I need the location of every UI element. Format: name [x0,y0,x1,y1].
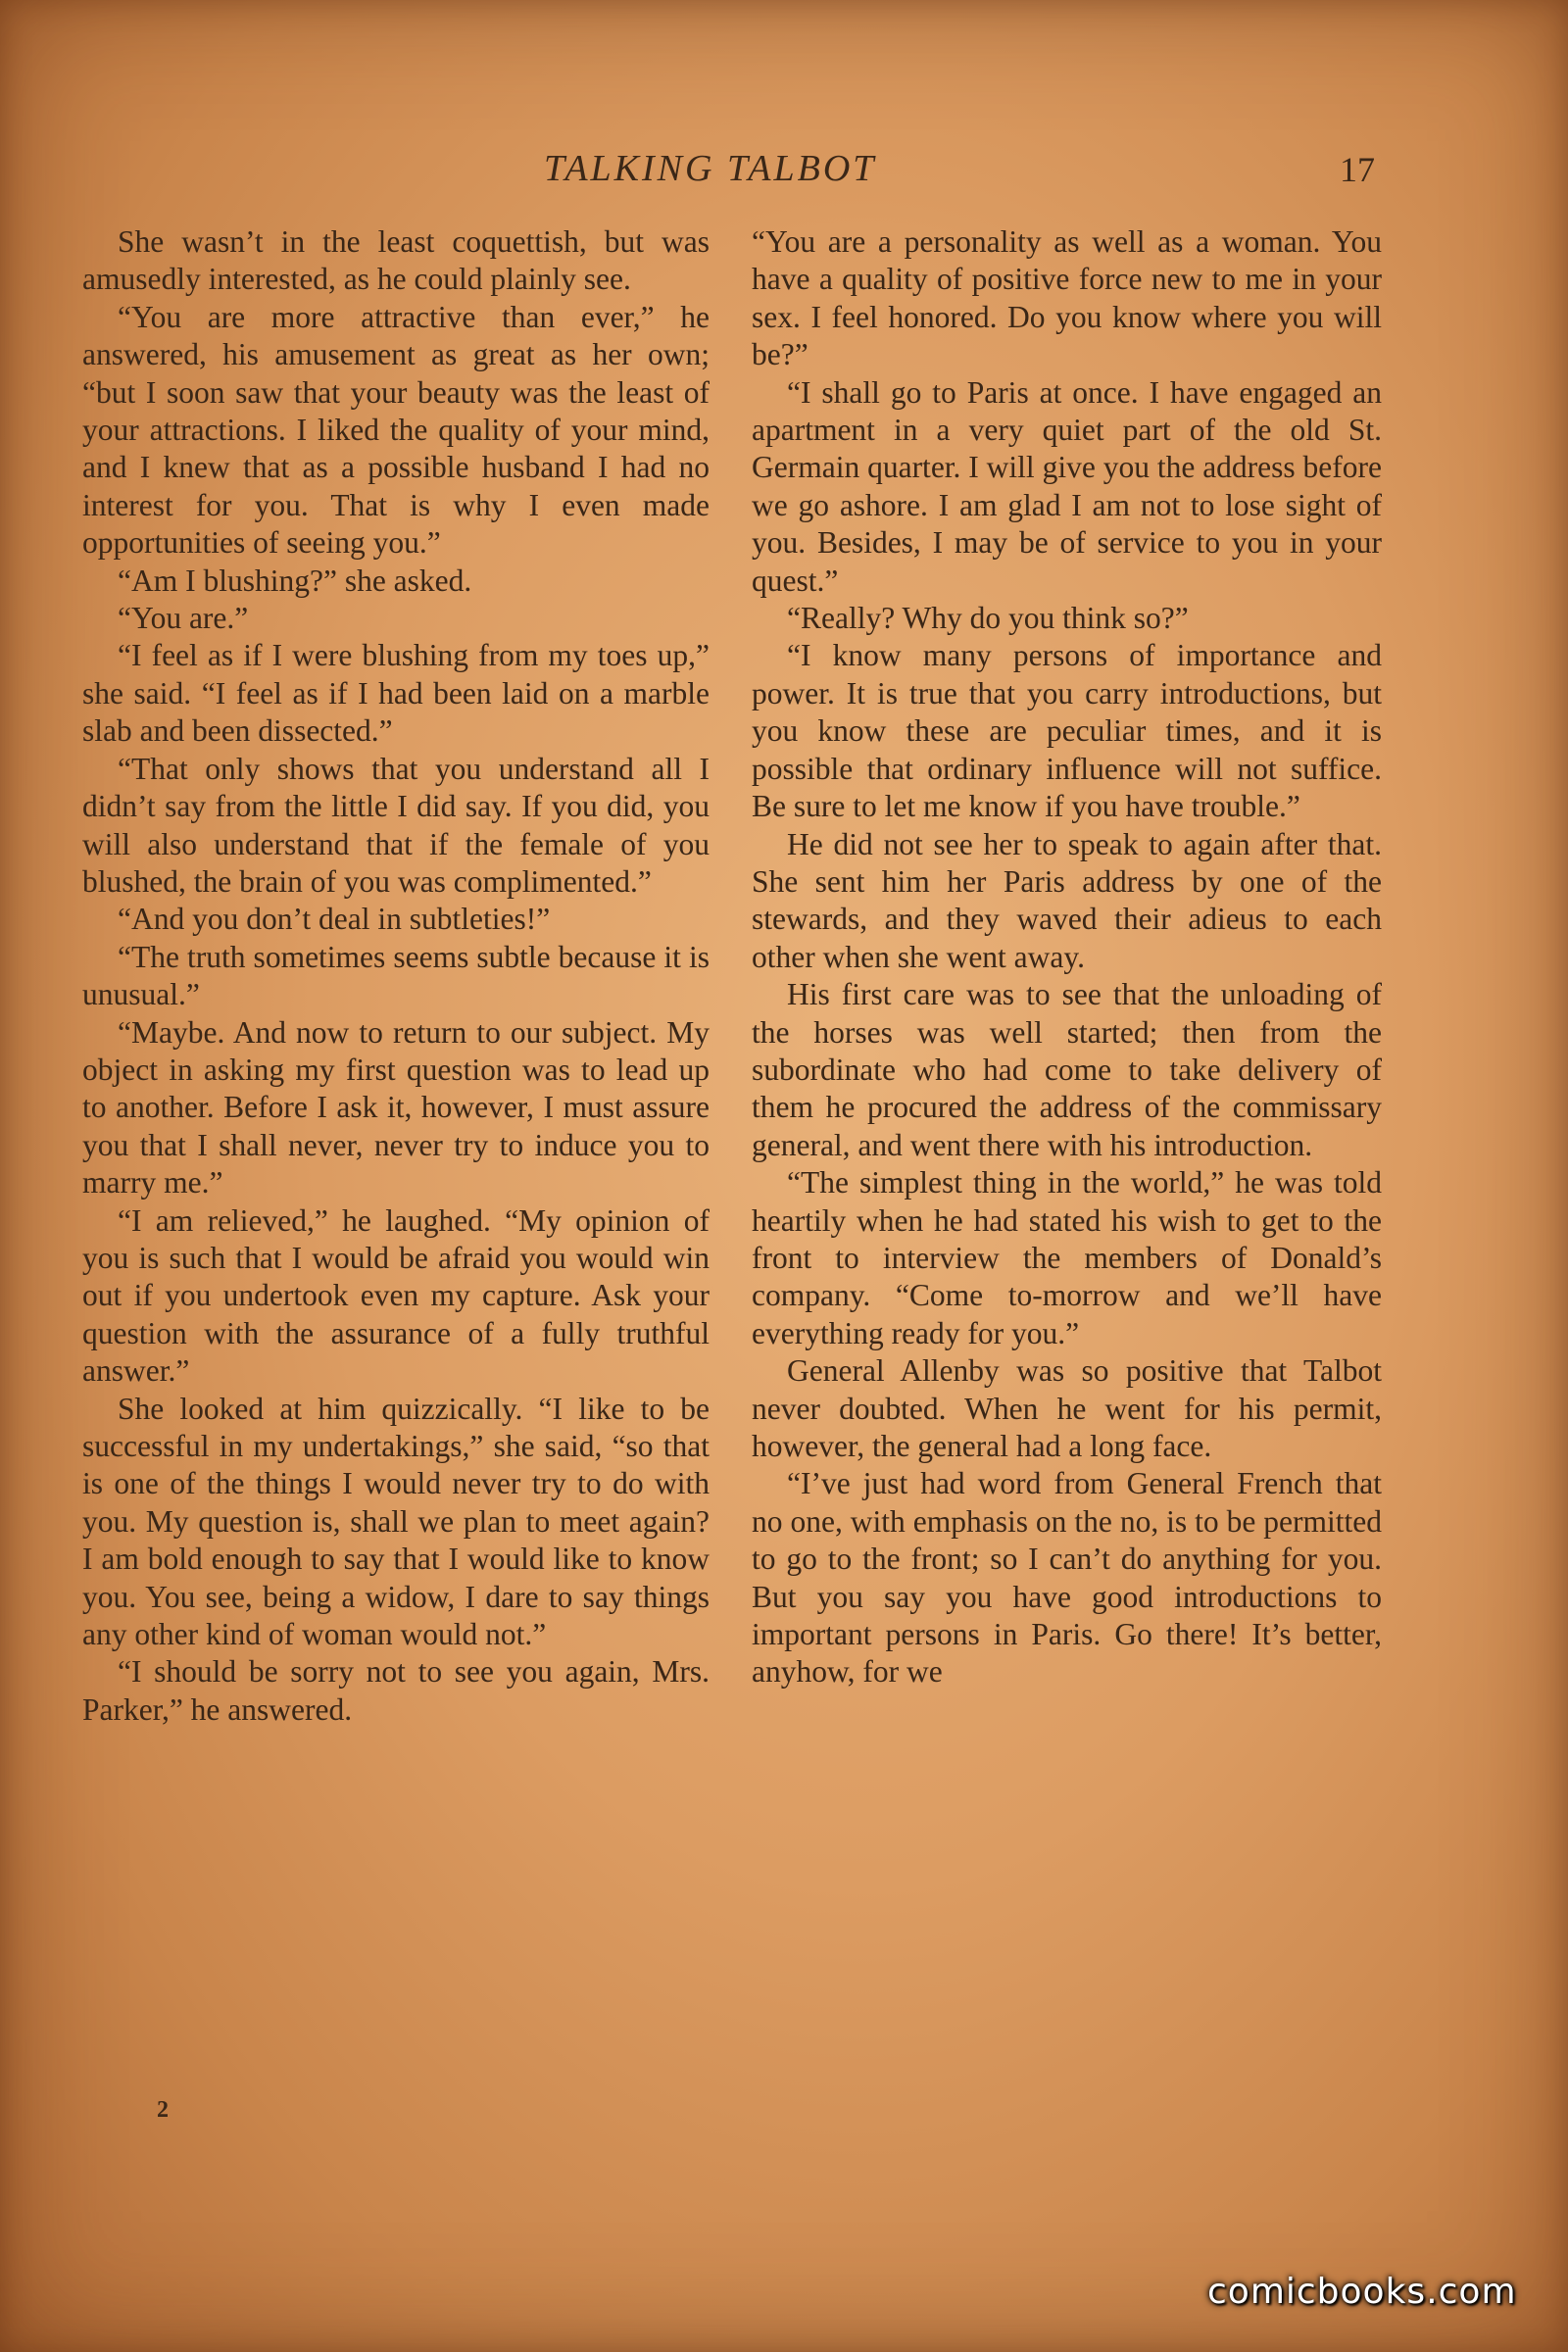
paragraph: “You are a personality as well as a woman. You have a quality of positive force new to me in your sex. I feel honored. Do you know where you will be?” [752,224,1382,372]
paragraph: He did not see her to speak to again after that. She sent him her Paris address by one of the stewards, and they waved their adieus to each other when she went away. [752,826,1382,974]
paragraph: “I shall go to Paris at once. I have engaged an apartment in a very quiet part of the old St. Germain quarter. I will give you the address before we go ashore. I am glad I am not to lose sight of you. Besides, I may be of service to you in your quest.” [752,374,1382,598]
paragraph: “I know many persons of importance and power. It is true that you carry introductions, but you know these are peculiar times, and it is possible that ordinary influence will not suffice. Be sure to let me know if you have trouble.” [752,638,1382,824]
page-header [0,147,1568,206]
paragraph: “I am relieved,” he laughed. “My opinion of you is such that I would be afraid you would win out if you undertook even my capture. Ask your question with the assurance of a fully truthful answer.” [82,1202,710,1389]
paragraph: His first care was to see that the unloading of the horses was well started; then from the subordinate who had come to take delivery of them he procured the address of the commissary general, and went there with his introduction. [752,977,1382,1162]
paragraph: “You are.” [118,601,249,636]
paragraph: “You are more attractive than ever,” he answered, his amusement as great as her own; “but I soon saw that your beauty was the least of your attractions. I liked the quality of your mind, and I knew that as a possible husband I had no interest for you. That is why I even made opportunities of seeing you.” [82,299,710,561]
paragraph: “Am I blushing?” she asked. [118,563,472,598]
paragraph: “I feel as if I were blushing from my toes up,” she said. “I feel as if I had been laid on a marble slab and been dissected.” [82,638,710,749]
paragraph: “The simplest thing in the world,” he was told heartily when he had stated his wish to get to the front to interview the members of Donald’s company. “Come to-morrow and we’ll have everything ready for you.” [752,1165,1382,1350]
paragraph: “I should be sorry not to see you again, Mrs. Parker,” he answered. [82,1654,710,1727]
paragraph: “Really? Why do you think so?” [787,601,1189,636]
page-number: 17 [1340,150,1375,189]
right-column [752,223,1382,1691]
paragraph: She wasn’t in the least coquettish, but was amusedly interested, as he could plainly see. [82,224,710,297]
left-column [82,223,710,1729]
paragraph: “Maybe. And now to return to our subject. My object in asking my first question was to lead up to another. Before I ask it, however, I must assure you that I shall never, never try to induce you to marry me.” [82,1014,710,1200]
paragraph: “I’ve just had word from General French that no one, with emphasis on the no, is to be permitted to go to the front; so I can’t do anything for you. But you say you have good introductions to important persons in Paris. Go there! It’s better, anyhow, for we [752,1466,1382,1690]
signature-mark: 2 [157,2097,169,2123]
running-title: TALKING TALBOT [544,148,877,189]
paragraph: She looked at him quizzically. “I like to be successful in my undertakings,” she said, “so that is one of the things I would never try to do with you. My question is, shall we plan to meet again? I am bold enough to say that I would like to know you. You see, being a widow, I dare to say things any other kind of woman would not.” [82,1391,710,1652]
paragraph: “And you don’t deal in subtleties!” [118,902,551,937]
paragraph: General Allenby was so positive that Talbot never doubted. When he went for his permit, however, the general had a long face. [752,1353,1382,1463]
watermark: comicbooks.com [1207,2272,1517,2312]
paragraph: “That only shows that you understand all I didn’t say from the little I did say. If you did, you will also understand that if the female of you blushed, the brain of you was complimented.” [82,751,710,899]
paragraph: “The truth sometimes seems subtle because it is unusual.” [82,939,710,1012]
